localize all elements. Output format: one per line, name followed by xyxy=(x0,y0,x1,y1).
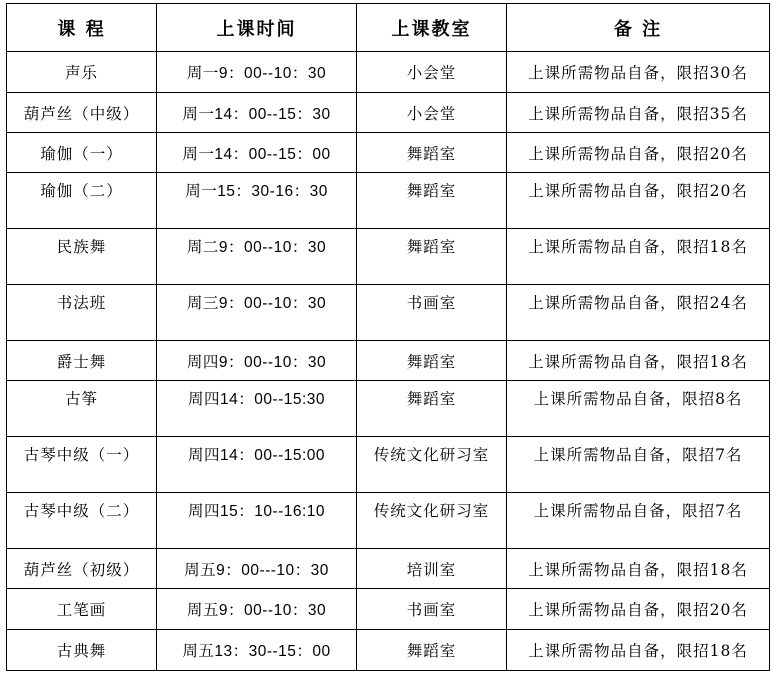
room-cell: 书画室 xyxy=(357,589,507,630)
room-cell: 培训室 xyxy=(357,549,507,589)
note-cell: 上课所需物品自备，限招18名 xyxy=(507,630,770,671)
room-cell: 舞蹈室 xyxy=(357,173,507,229)
time-cell: 周四9：00--10：30 xyxy=(157,341,357,381)
table-row xyxy=(7,493,770,549)
course-cell: 爵士舞 xyxy=(7,341,157,381)
time-cell: 周四14：00--15:00 xyxy=(157,437,357,493)
time-cell: 周一14：00--15：00 xyxy=(157,133,357,173)
room-cell: 书画室 xyxy=(357,285,507,341)
course-cell: 古典舞 xyxy=(7,630,157,671)
table-row xyxy=(7,133,770,173)
room-cell: 舞蹈室 xyxy=(357,229,507,285)
header-time: 上课时间 xyxy=(157,4,357,52)
note-cell: 上课所需物品自备，限招7名 xyxy=(507,437,770,493)
table-row xyxy=(7,229,770,285)
room-cell: 传统文化研习室 xyxy=(357,437,507,493)
note-cell: 上课所需物品自备，限招20名 xyxy=(507,589,770,630)
table-row xyxy=(7,381,770,437)
header-note: 备 注 xyxy=(507,4,770,52)
course-cell: 瑜伽（二） xyxy=(7,173,157,229)
note-cell: 上课所需物品自备，限招18名 xyxy=(507,549,770,589)
table-row xyxy=(7,93,770,133)
course-cell: 葫芦丝（初级） xyxy=(7,549,157,589)
course-cell: 瑜伽（一） xyxy=(7,133,157,173)
room-cell: 舞蹈室 xyxy=(357,381,507,437)
header-room: 上课教室 xyxy=(357,4,507,52)
note-cell: 上课所需物品自备，限招7名 xyxy=(507,493,770,549)
note-cell: 上课所需物品自备，限招18名 xyxy=(507,229,770,285)
time-cell: 周四14：00--15:30 xyxy=(157,381,357,437)
course-cell: 葫芦丝（中级） xyxy=(7,93,157,133)
course-cell: 工笔画 xyxy=(7,589,157,630)
room-cell: 小会堂 xyxy=(357,93,507,133)
time-cell: 周四15：10--16:10 xyxy=(157,493,357,549)
time-cell: 周二9：00--10：30 xyxy=(157,229,357,285)
note-cell: 上课所需物品自备，限招8名 xyxy=(507,381,770,437)
table-row xyxy=(7,285,770,341)
course-cell: 古琴中级（一） xyxy=(7,437,157,493)
time-cell: 周五13：30--15：00 xyxy=(157,630,357,671)
room-cell: 传统文化研习室 xyxy=(357,493,507,549)
room-cell: 舞蹈室 xyxy=(357,133,507,173)
table-row xyxy=(7,52,770,93)
schedule-table xyxy=(6,3,770,671)
table-row xyxy=(7,437,770,493)
note-cell: 上课所需物品自备，限招18名 xyxy=(507,341,770,381)
time-cell: 周五9：00--10：30 xyxy=(157,589,357,630)
note-cell: 上课所需物品自备，限招24名 xyxy=(507,285,770,341)
header-row xyxy=(7,4,770,52)
table-row xyxy=(7,589,770,630)
time-cell: 周一9：00--10：30 xyxy=(157,52,357,93)
note-cell: 上课所需物品自备，限招20名 xyxy=(507,133,770,173)
course-cell: 声乐 xyxy=(7,52,157,93)
table-row xyxy=(7,630,770,671)
note-cell: 上课所需物品自备，限招20名 xyxy=(507,173,770,229)
header-course: 课 程 xyxy=(7,4,157,52)
note-cell: 上课所需物品自备，限招30名 xyxy=(507,52,770,93)
table-row xyxy=(7,173,770,229)
course-cell: 民族舞 xyxy=(7,229,157,285)
course-cell: 书法班 xyxy=(7,285,157,341)
table-row xyxy=(7,341,770,381)
room-cell: 小会堂 xyxy=(357,52,507,93)
room-cell: 舞蹈室 xyxy=(357,341,507,381)
time-cell: 周三9：00--10：30 xyxy=(157,285,357,341)
course-cell: 古筝 xyxy=(7,381,157,437)
room-cell: 舞蹈室 xyxy=(357,630,507,671)
time-cell: 周五9：00---10：30 xyxy=(157,549,357,589)
course-cell: 古琴中级（二） xyxy=(7,493,157,549)
time-cell: 周一15：30-16：30 xyxy=(157,173,357,229)
time-cell: 周一14：00--15：30 xyxy=(157,93,357,133)
note-cell: 上课所需物品自备，限招35名 xyxy=(507,93,770,133)
table-row xyxy=(7,549,770,589)
